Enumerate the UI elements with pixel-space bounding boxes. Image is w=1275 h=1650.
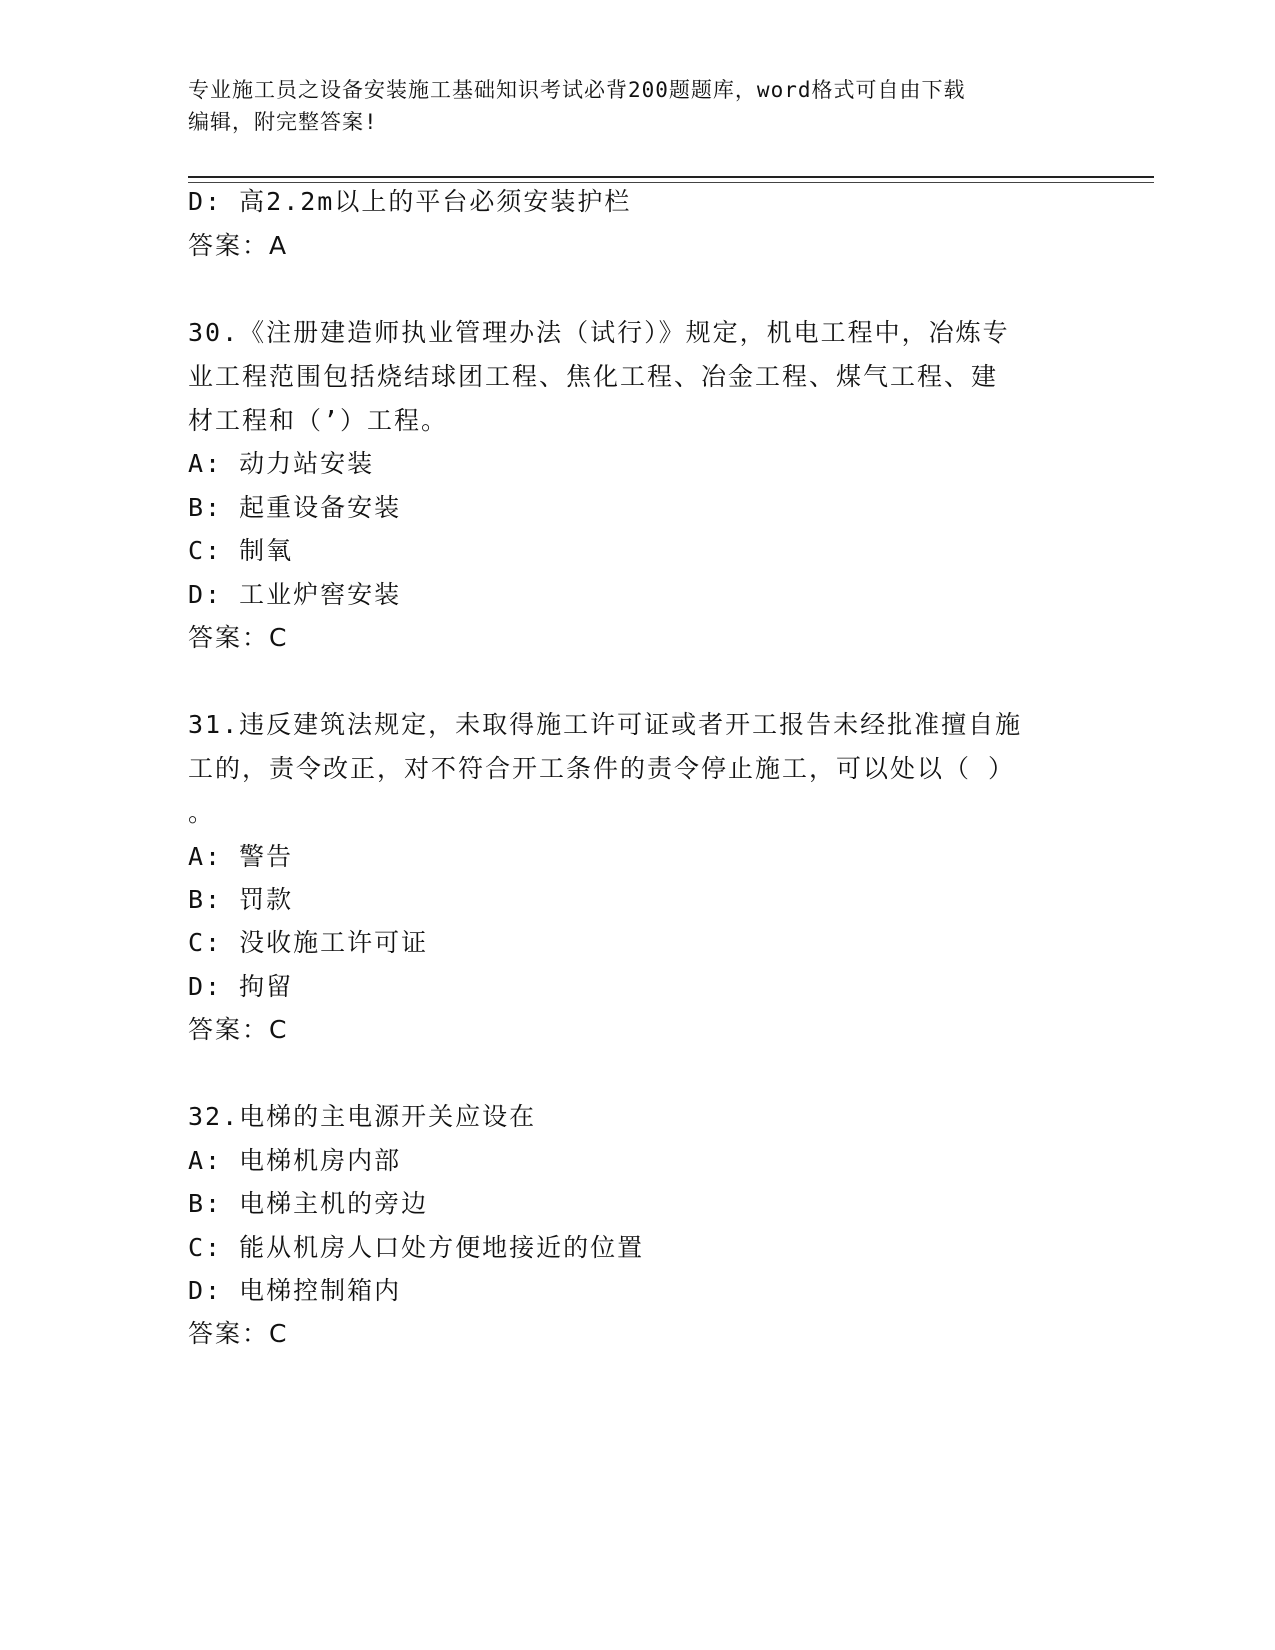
question-32-option-a: A: 电梯机房内部 <box>188 1146 402 1175</box>
question-31-option-b: B: 罚款 <box>188 885 294 914</box>
header-divider-thick <box>188 176 1154 178</box>
question-31-stem-line-1: 31.违反建筑法规定，未取得施工许可证或者开工报告未经批准擅自施 <box>188 710 1023 739</box>
carryover-answer: 答案：A <box>188 231 289 260</box>
question-30-option-c: C: 制氧 <box>188 536 294 565</box>
question-32-option-b: B: 电梯主机的旁边 <box>188 1189 429 1218</box>
question-30-option-d: D: 工业炉窖安装 <box>188 580 402 609</box>
question-30-stem-line-2: 业工程范围包括烧结球团工程、焦化工程、冶金工程、煤气工程、建 <box>188 362 999 391</box>
question-32-answer: 答案：C <box>188 1319 289 1348</box>
question-30-option-a: A: 动力站安装 <box>188 449 375 478</box>
question-32-stem-line-1: 32.电梯的主电源开关应设在 <box>188 1102 537 1131</box>
header-title-line-1: 专业施工员之设备安装施工基础知识考试必背200题题库，word格式可自由下载 <box>188 78 966 102</box>
question-31-answer: 答案：C <box>188 1015 289 1044</box>
question-32-option-d: D: 电梯控制箱内 <box>188 1276 402 1305</box>
question-31-stem-line-2: 工的，责令改正，对不符合开工条件的责令停止施工，可以处以（ ） <box>188 754 1016 783</box>
question-31-option-c: C: 没收施工许可证 <box>188 928 429 957</box>
question-32-option-c: C: 能从机房人口处方便地接近的位置 <box>188 1233 645 1262</box>
carryover-option-d: D: 高2.2m以上的平台必须安装护栏 <box>188 187 632 216</box>
document-header <box>188 74 1068 138</box>
question-31-option-d: D: 拘留 <box>188 972 294 1001</box>
question-30-stem-line-1: 30.《注册建造师执业管理办法（试行）》规定，机电工程中，冶炼专 <box>188 318 1010 347</box>
header-title-line-2: 编辑，附完整答案! <box>188 110 378 134</box>
question-31-option-a: A: 警告 <box>188 842 294 871</box>
question-30-answer: 答案：C <box>188 623 289 652</box>
question-30-stem-line-3: 材工程和（’）工程。 <box>188 406 449 435</box>
question-30-option-b: B: 起重设备安装 <box>188 493 402 522</box>
question-31-stem-line-3: 。 <box>188 798 216 827</box>
